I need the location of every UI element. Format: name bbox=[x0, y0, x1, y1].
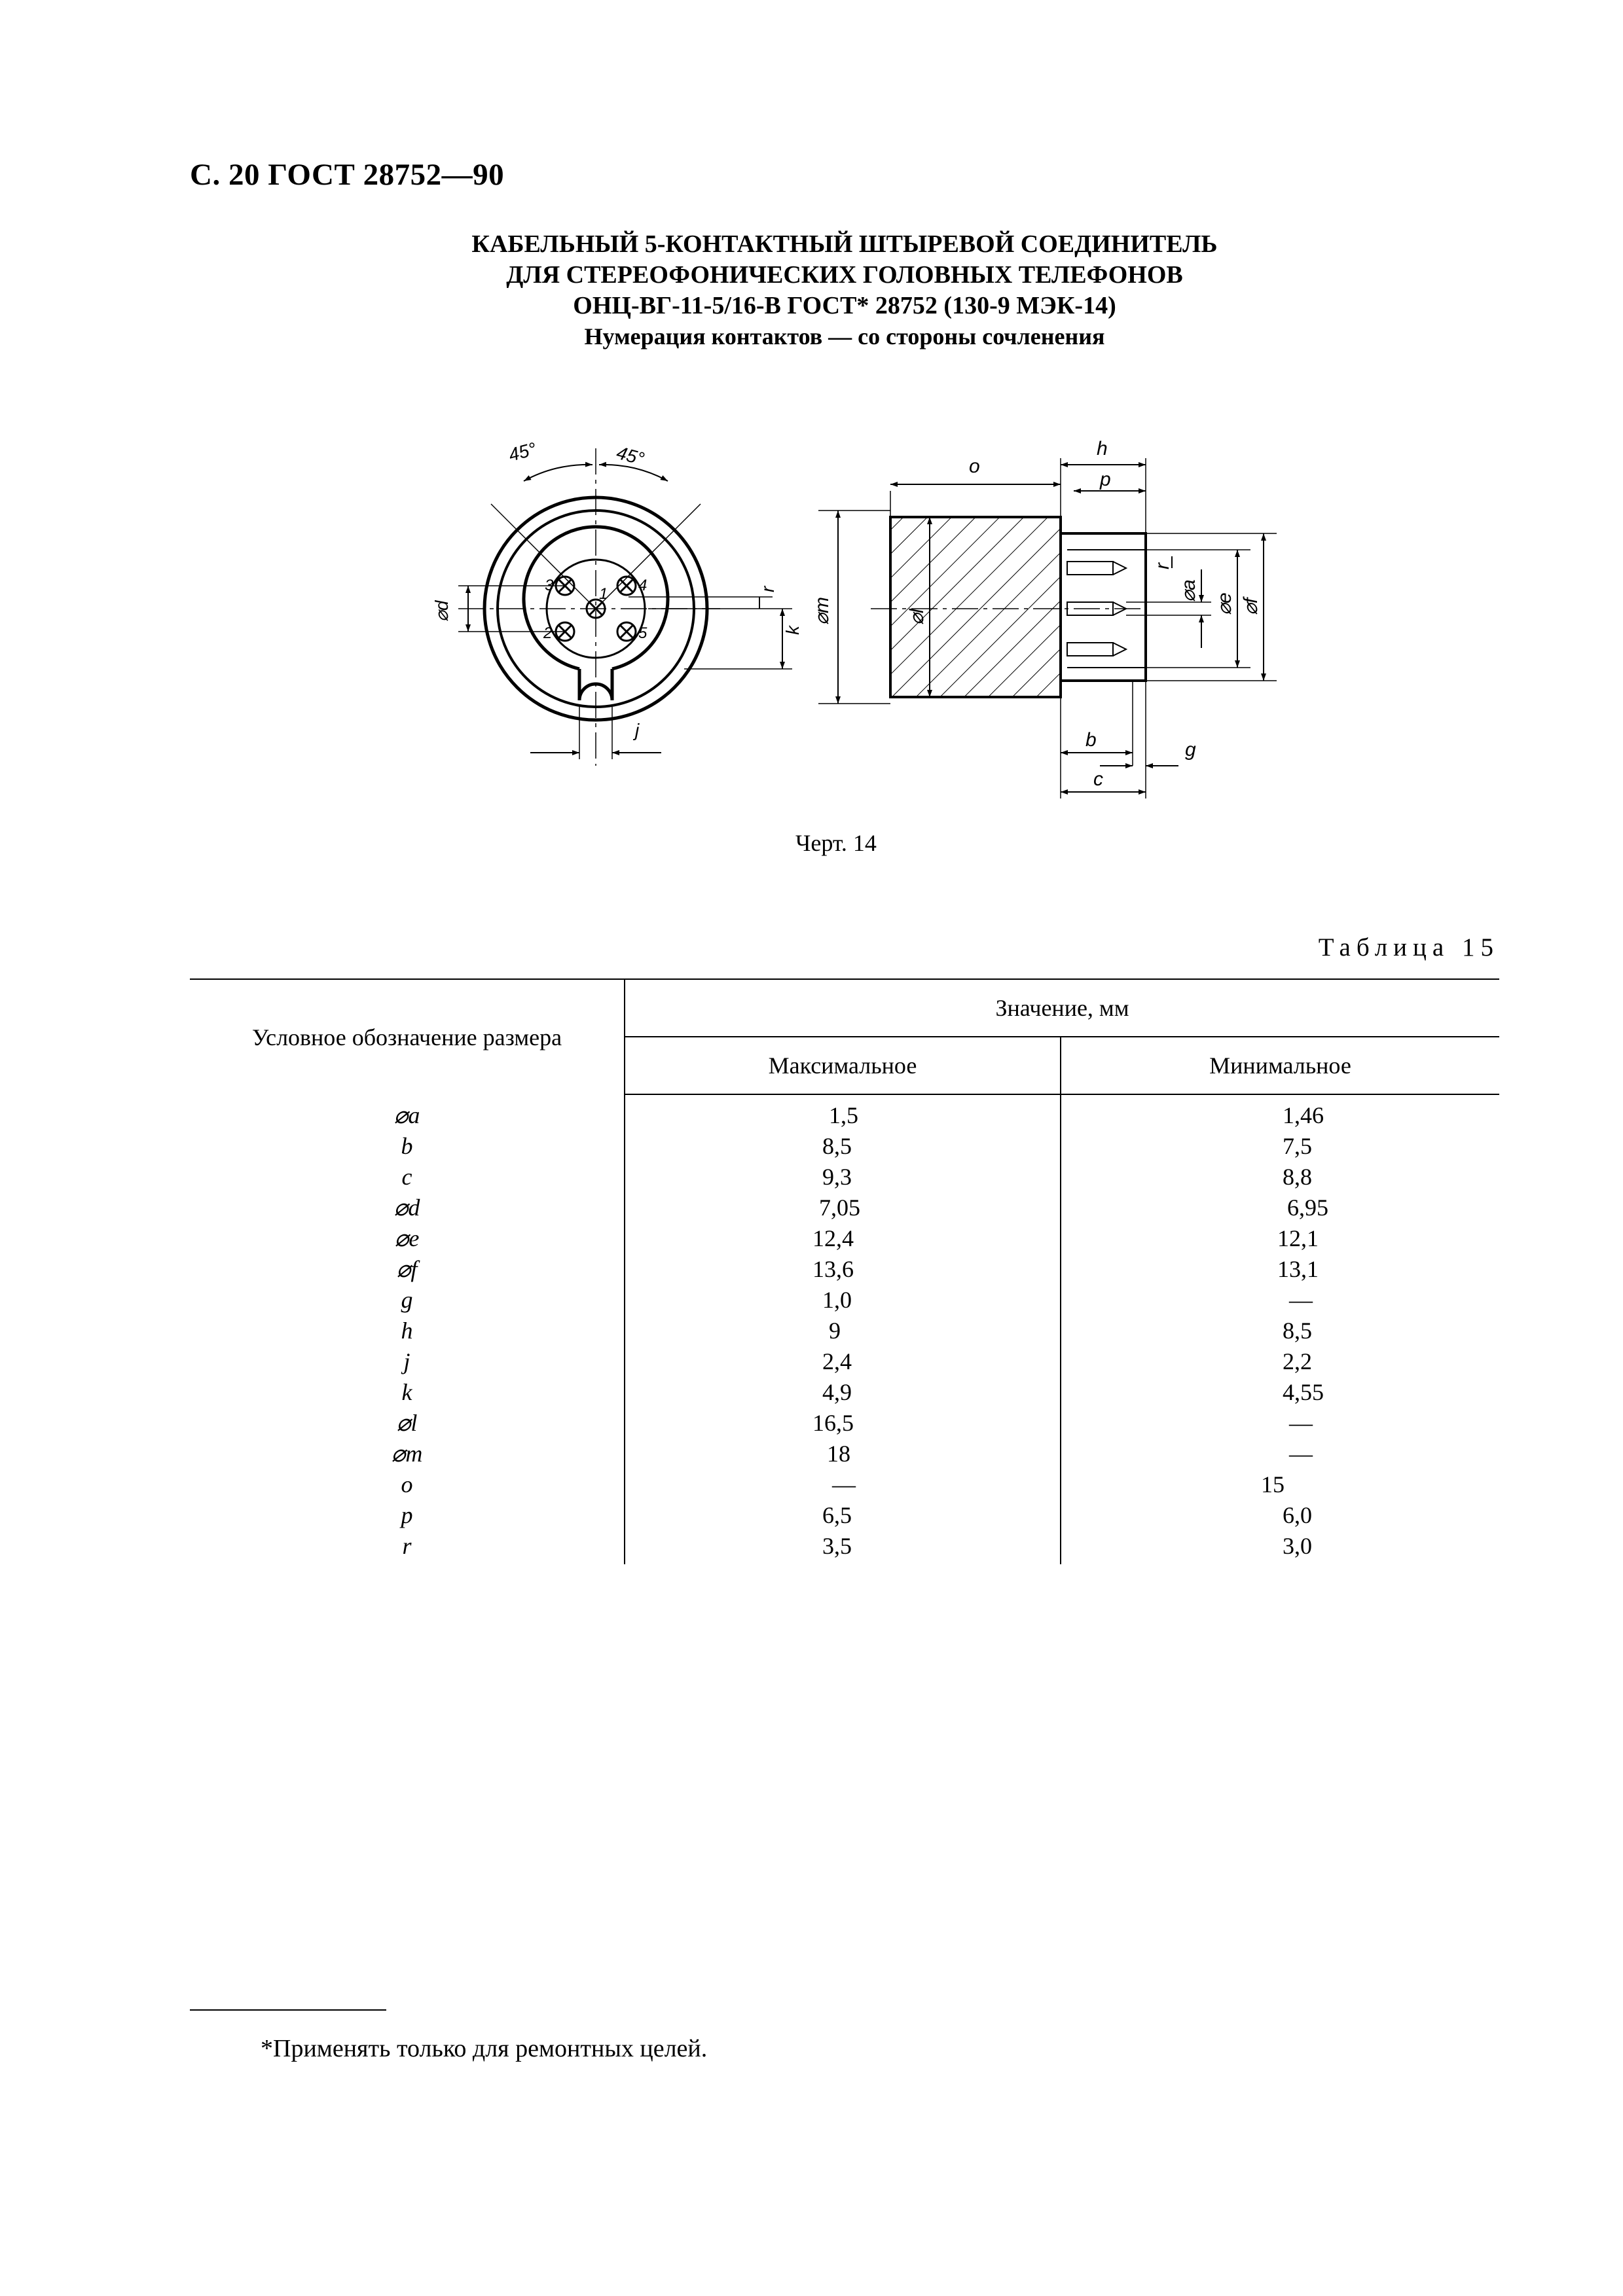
min-value: 3,0 bbox=[1283, 1533, 1312, 1559]
dim-h-label: h bbox=[1097, 438, 1108, 459]
document-title bbox=[327, 229, 1362, 352]
contact-1-label: 1 bbox=[599, 585, 608, 603]
table-row bbox=[190, 1254, 1499, 1285]
max-value: 1,5 bbox=[625, 1094, 1061, 1131]
column-header-value: Значение, мм bbox=[625, 979, 1499, 1037]
size-designation: ⌀f bbox=[190, 1254, 625, 1285]
table-row bbox=[190, 1500, 1499, 1531]
size-designation: ⌀e bbox=[190, 1223, 625, 1254]
max-value: 7,05 bbox=[625, 1193, 1061, 1223]
contact-5-label: 5 bbox=[638, 624, 647, 642]
dim-o-label: o bbox=[969, 456, 980, 477]
table-body bbox=[190, 1094, 1499, 1564]
connector-drawing bbox=[419, 399, 1296, 838]
size-designation: r bbox=[190, 1531, 625, 1564]
table-row bbox=[190, 1193, 1499, 1223]
max-value: 9,3 bbox=[625, 1162, 1061, 1193]
table-row bbox=[190, 1316, 1499, 1346]
min-value: — bbox=[1289, 1410, 1313, 1436]
table-row bbox=[190, 1377, 1499, 1408]
table-row bbox=[190, 1346, 1499, 1377]
max-value: 3,5 bbox=[625, 1531, 1061, 1564]
column-header-designation: Условное обозначение размера bbox=[190, 979, 625, 1094]
title-line-1: КАБЕЛЬНЫЙ 5-КОНТАКТНЫЙ ШТЫРЕВОЙ СОЕДИНИТЕЛЬ bbox=[471, 230, 1218, 258]
table-row bbox=[190, 1162, 1499, 1193]
dim-d-label: ⌀d bbox=[431, 600, 452, 622]
dimensions-table bbox=[190, 978, 1499, 1564]
dim-c-label: c bbox=[1093, 768, 1103, 790]
max-value: 1,0 bbox=[625, 1285, 1061, 1316]
dim-b-label: b bbox=[1085, 729, 1097, 751]
footnote-rule bbox=[190, 2009, 386, 2011]
dim-m-label: ⌀m bbox=[811, 596, 833, 625]
max-value: 2,4 bbox=[625, 1346, 1061, 1377]
dim-g-label: g bbox=[1185, 739, 1196, 761]
dim-f-label: ⌀f bbox=[1240, 598, 1262, 615]
angle-left-label: 45° bbox=[506, 438, 539, 465]
table-row bbox=[190, 1408, 1499, 1439]
max-value: 4,9 bbox=[625, 1377, 1061, 1408]
drawing-caption: Черт. 14 bbox=[795, 830, 877, 856]
max-value: 8,5 bbox=[625, 1131, 1061, 1162]
table-caption: Таблица 15 bbox=[1318, 933, 1499, 961]
size-designation: c bbox=[190, 1162, 625, 1193]
min-value: — bbox=[1289, 1287, 1313, 1313]
dim-p-label: p bbox=[1100, 469, 1111, 490]
max-value: 13,6 bbox=[625, 1254, 1061, 1285]
size-designation: ⌀l bbox=[190, 1408, 625, 1439]
dim-e-label: ⌀e bbox=[1214, 592, 1235, 615]
table-row bbox=[190, 1131, 1499, 1162]
dim-a-label: ⌀a bbox=[1178, 579, 1199, 602]
max-value: 9 bbox=[625, 1316, 1061, 1346]
footnote: *Применять только для ремонтных целей. bbox=[261, 2035, 708, 2062]
size-designation: ⌀d bbox=[190, 1193, 625, 1223]
table-row bbox=[190, 1223, 1499, 1254]
max-value: 12,4 bbox=[625, 1223, 1061, 1254]
dim-r-label: r bbox=[757, 586, 778, 592]
min-value: 8,8 bbox=[1283, 1164, 1312, 1190]
dim-j-label: j bbox=[635, 720, 640, 740]
title-line-3: ОНЦ-ВГ-11-5/16-В ГОСТ* 28752 (130-9 МЭК-14) bbox=[573, 292, 1116, 319]
min-value: 6,95 bbox=[1287, 1194, 1328, 1221]
min-value: 4,55 bbox=[1283, 1379, 1324, 1405]
size-designation: ⌀m bbox=[190, 1439, 625, 1469]
table-row bbox=[190, 1285, 1499, 1316]
table-row bbox=[190, 1439, 1499, 1469]
size-designation: o bbox=[190, 1469, 625, 1500]
min-value: 13,1 bbox=[1277, 1256, 1319, 1282]
max-value: 16,5 bbox=[625, 1408, 1061, 1439]
min-value: 6,0 bbox=[1283, 1502, 1312, 1528]
table-row bbox=[190, 1531, 1499, 1564]
min-value: 7,5 bbox=[1283, 1133, 1312, 1159]
min-value: 1,46 bbox=[1283, 1102, 1324, 1128]
dim-k-label: k bbox=[782, 626, 803, 635]
size-designation: h bbox=[190, 1316, 625, 1346]
size-designation: j bbox=[190, 1346, 625, 1377]
size-designation: b bbox=[190, 1131, 625, 1162]
title-line-2: ДЛЯ СТЕРЕОФОНИЧЕСКИХ ГОЛОВНЫХ ТЕЛЕФОНОВ bbox=[506, 261, 1183, 289]
side-view bbox=[818, 458, 1277, 798]
size-designation: g bbox=[190, 1285, 625, 1316]
max-value: 18 bbox=[625, 1439, 1061, 1469]
contact-4-label: 4 bbox=[638, 577, 647, 594]
size-designation: ⌀a bbox=[190, 1094, 625, 1131]
min-value: — bbox=[1289, 1441, 1313, 1467]
title-line-4: Нумерация контактов — со стороны сочленения bbox=[584, 323, 1105, 350]
contact-2-label: 2 bbox=[543, 624, 553, 642]
page-header: С. 20 ГОСТ 28752—90 bbox=[190, 158, 505, 192]
dim-l-label: ⌀l bbox=[906, 609, 928, 625]
min-value: 2,2 bbox=[1283, 1348, 1312, 1374]
table-row bbox=[190, 1469, 1499, 1500]
dim-r-side-label: r bbox=[1152, 563, 1173, 569]
column-header-min: Минимальное bbox=[1061, 1037, 1499, 1094]
max-value: 6,5 bbox=[625, 1500, 1061, 1531]
front-view bbox=[458, 448, 792, 766]
angle-right-label: 45° bbox=[614, 442, 647, 469]
column-header-max: Максимальное bbox=[625, 1037, 1061, 1094]
size-designation: p bbox=[190, 1500, 625, 1531]
max-value: — bbox=[625, 1469, 1061, 1500]
min-value: 8,5 bbox=[1283, 1318, 1312, 1344]
table-row bbox=[190, 1094, 1499, 1131]
size-designation: k bbox=[190, 1377, 625, 1408]
min-value: 15 bbox=[1261, 1471, 1285, 1498]
contact-3-label: 3 bbox=[545, 577, 554, 594]
min-value: 12,1 bbox=[1277, 1225, 1319, 1251]
body-section bbox=[890, 517, 1061, 697]
